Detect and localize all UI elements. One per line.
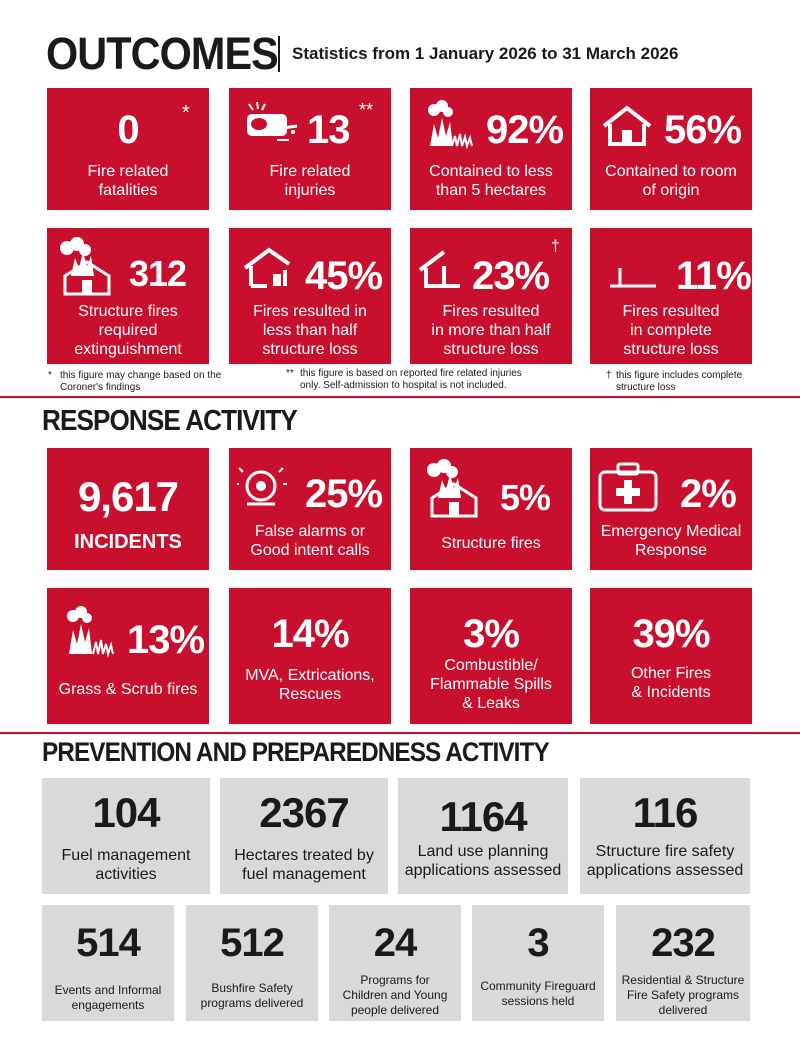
- response-label: Other Fires & Incidents: [630, 665, 711, 701]
- outcome-tile-room-of-origin: [590, 88, 752, 210]
- response-tile-mva: [229, 588, 391, 724]
- response-tile-other: [590, 588, 752, 724]
- footnote-mark: *: [182, 102, 190, 124]
- section-divider: [0, 396, 800, 398]
- outcome-tile-less-than-half: [229, 228, 391, 364]
- outcome-value: 45%: [305, 254, 383, 298]
- injured-person-icon: [243, 100, 299, 146]
- razed-house-icon: [606, 246, 660, 290]
- response-value: 25%: [305, 472, 383, 516]
- footnote-mark: †: [551, 238, 560, 255]
- response-label: Emergency Medical Response: [600, 523, 742, 559]
- prevention-label: Bushfire Safety programs delivered: [200, 981, 304, 1010]
- response-value: 14%: [271, 612, 349, 656]
- outcome-value: 13: [307, 108, 350, 152]
- prevention-tile: [329, 905, 461, 1021]
- outcome-label: Contained to room of origin: [605, 163, 737, 199]
- outcome-tile-injuries: [229, 88, 391, 210]
- prevention-tile: [398, 778, 568, 894]
- response-value: 13%: [127, 618, 205, 662]
- footnote-complete-mark: †: [606, 370, 612, 381]
- outcome-tile-fatalities: [47, 88, 209, 210]
- outcome-label: Fire related fatalities: [87, 163, 169, 199]
- outcome-value: 23%: [472, 254, 550, 298]
- page-subtitle: Statistics from 1 January 2026 to 31 March 2026: [292, 44, 679, 63]
- house-outline-icon: [600, 104, 654, 148]
- footnote-injuries-text: this figure is based on reported fire related injuries only. Self-admission to hospital is not included.: [300, 368, 522, 391]
- response-label: False alarms or Good intent calls: [250, 523, 370, 559]
- outcome-label: Fires resulted in less than half structure loss: [253, 303, 367, 358]
- section-title-prevention: PREVENTION AND PREPAREDNESS ACTIVITY: [42, 737, 549, 767]
- prevention-value: 104: [92, 789, 160, 836]
- response-value: 3%: [463, 612, 519, 656]
- outcome-tile-structure-extinguishment: [47, 228, 209, 364]
- outcome-tile-more-than-half: [410, 228, 572, 364]
- footnote-fatalities-text: this figure may change based on the Coroner's findings: [60, 370, 222, 393]
- prevention-value: 116: [632, 789, 698, 836]
- prevention-tile: [472, 905, 604, 1021]
- prevention-tile: [42, 905, 174, 1021]
- prevention-value: 514: [76, 921, 140, 965]
- prevention-label: Hectares treated by fuel management: [234, 847, 374, 883]
- burning-house-icon: [422, 458, 482, 522]
- prevention-value: 2367: [259, 789, 349, 836]
- footnote-injuries: [286, 368, 566, 392]
- prevention-label: Programs for Children and Young people delivered: [342, 973, 448, 1017]
- response-tile-false-alarms: [229, 448, 391, 570]
- response-value: 5%: [500, 477, 551, 518]
- prevention-label: Land use planning applications assessed: [404, 843, 562, 879]
- grass-fire-icon: [57, 606, 119, 658]
- prevention-value: 3: [527, 921, 549, 965]
- outcome-label: Fires resulted in more than half structure loss: [431, 303, 551, 358]
- alarm-bell-icon: [237, 462, 287, 512]
- footnote-fatalities-mark: *: [48, 370, 52, 381]
- response-tile-structure-fires: [410, 448, 572, 570]
- outcome-value: 0: [117, 108, 139, 152]
- response-label: MVA, Extrications, Rescues: [245, 667, 375, 703]
- outcome-label: Fire related injuries: [269, 163, 351, 199]
- response-tile-medical: [590, 448, 752, 570]
- prevention-label: Events and Informal engagements: [54, 983, 162, 1012]
- response-label: Structure fires: [441, 535, 541, 552]
- prevention-label: Fuel management activities: [61, 847, 191, 883]
- half-house-icon: [416, 246, 466, 290]
- response-value: 2%: [680, 472, 736, 516]
- outcome-tile-complete-loss: [590, 228, 752, 364]
- grass-fire-icon: [418, 100, 474, 150]
- footnote-fatalities: [48, 370, 248, 394]
- footnote-mark: **: [359, 100, 374, 120]
- outcome-value: 56%: [664, 108, 742, 152]
- prevention-value: 1164: [439, 793, 527, 840]
- footnote-injuries-mark: **: [286, 368, 294, 379]
- response-label: Combustible/ Flammable Spills & Leaks: [430, 657, 552, 712]
- outcome-value: 92%: [486, 108, 564, 152]
- response-tile-spills: [410, 588, 572, 724]
- prevention-value: 24: [373, 921, 417, 965]
- outcome-label: Structure fires required extinguishment: [74, 303, 182, 358]
- burning-house-icon: [55, 236, 115, 296]
- response-tile-grass: [47, 588, 209, 724]
- footnote-complete-text: this figure includes complete structure loss: [616, 370, 743, 393]
- partial-house-icon: [241, 246, 297, 290]
- page-title: OUTCOMES: [46, 28, 278, 79]
- prevention-label: Structure fire safety applications assessed: [586, 843, 744, 879]
- response-value: 39%: [632, 612, 710, 656]
- prevention-tile: [42, 778, 210, 894]
- prevention-tile: [616, 905, 750, 1021]
- prevention-value: 512: [220, 921, 284, 965]
- outcome-label: Contained to less than 5 hectares: [429, 163, 553, 199]
- response-label: Grass & Scrub fires: [58, 681, 198, 698]
- footnote-complete: [606, 370, 796, 394]
- response-value: 9,617: [77, 473, 179, 520]
- response-label: INCIDENTS: [74, 531, 182, 553]
- prevention-value: 232: [651, 921, 715, 965]
- outcome-value: 312: [129, 253, 187, 294]
- first-aid-kit-icon: [598, 462, 658, 512]
- prevention-tile: [220, 778, 388, 894]
- section-title-response: RESPONSE ACTIVITY: [42, 405, 297, 437]
- outcome-label: Fires resulted in complete structure loss: [622, 303, 720, 358]
- prevention-label: Residential & Structure Fire Safety programs delivered: [621, 973, 745, 1017]
- title-divider: [278, 36, 280, 72]
- prevention-tile: [186, 905, 318, 1021]
- response-tile-incidents: [47, 448, 209, 570]
- outcome-tile-hectares: [410, 88, 572, 210]
- prevention-tile: [580, 778, 750, 894]
- outcome-value: 11%: [676, 254, 751, 298]
- prevention-label: Community Fireguard sessions held: [480, 979, 596, 1008]
- section-divider: [0, 732, 800, 734]
